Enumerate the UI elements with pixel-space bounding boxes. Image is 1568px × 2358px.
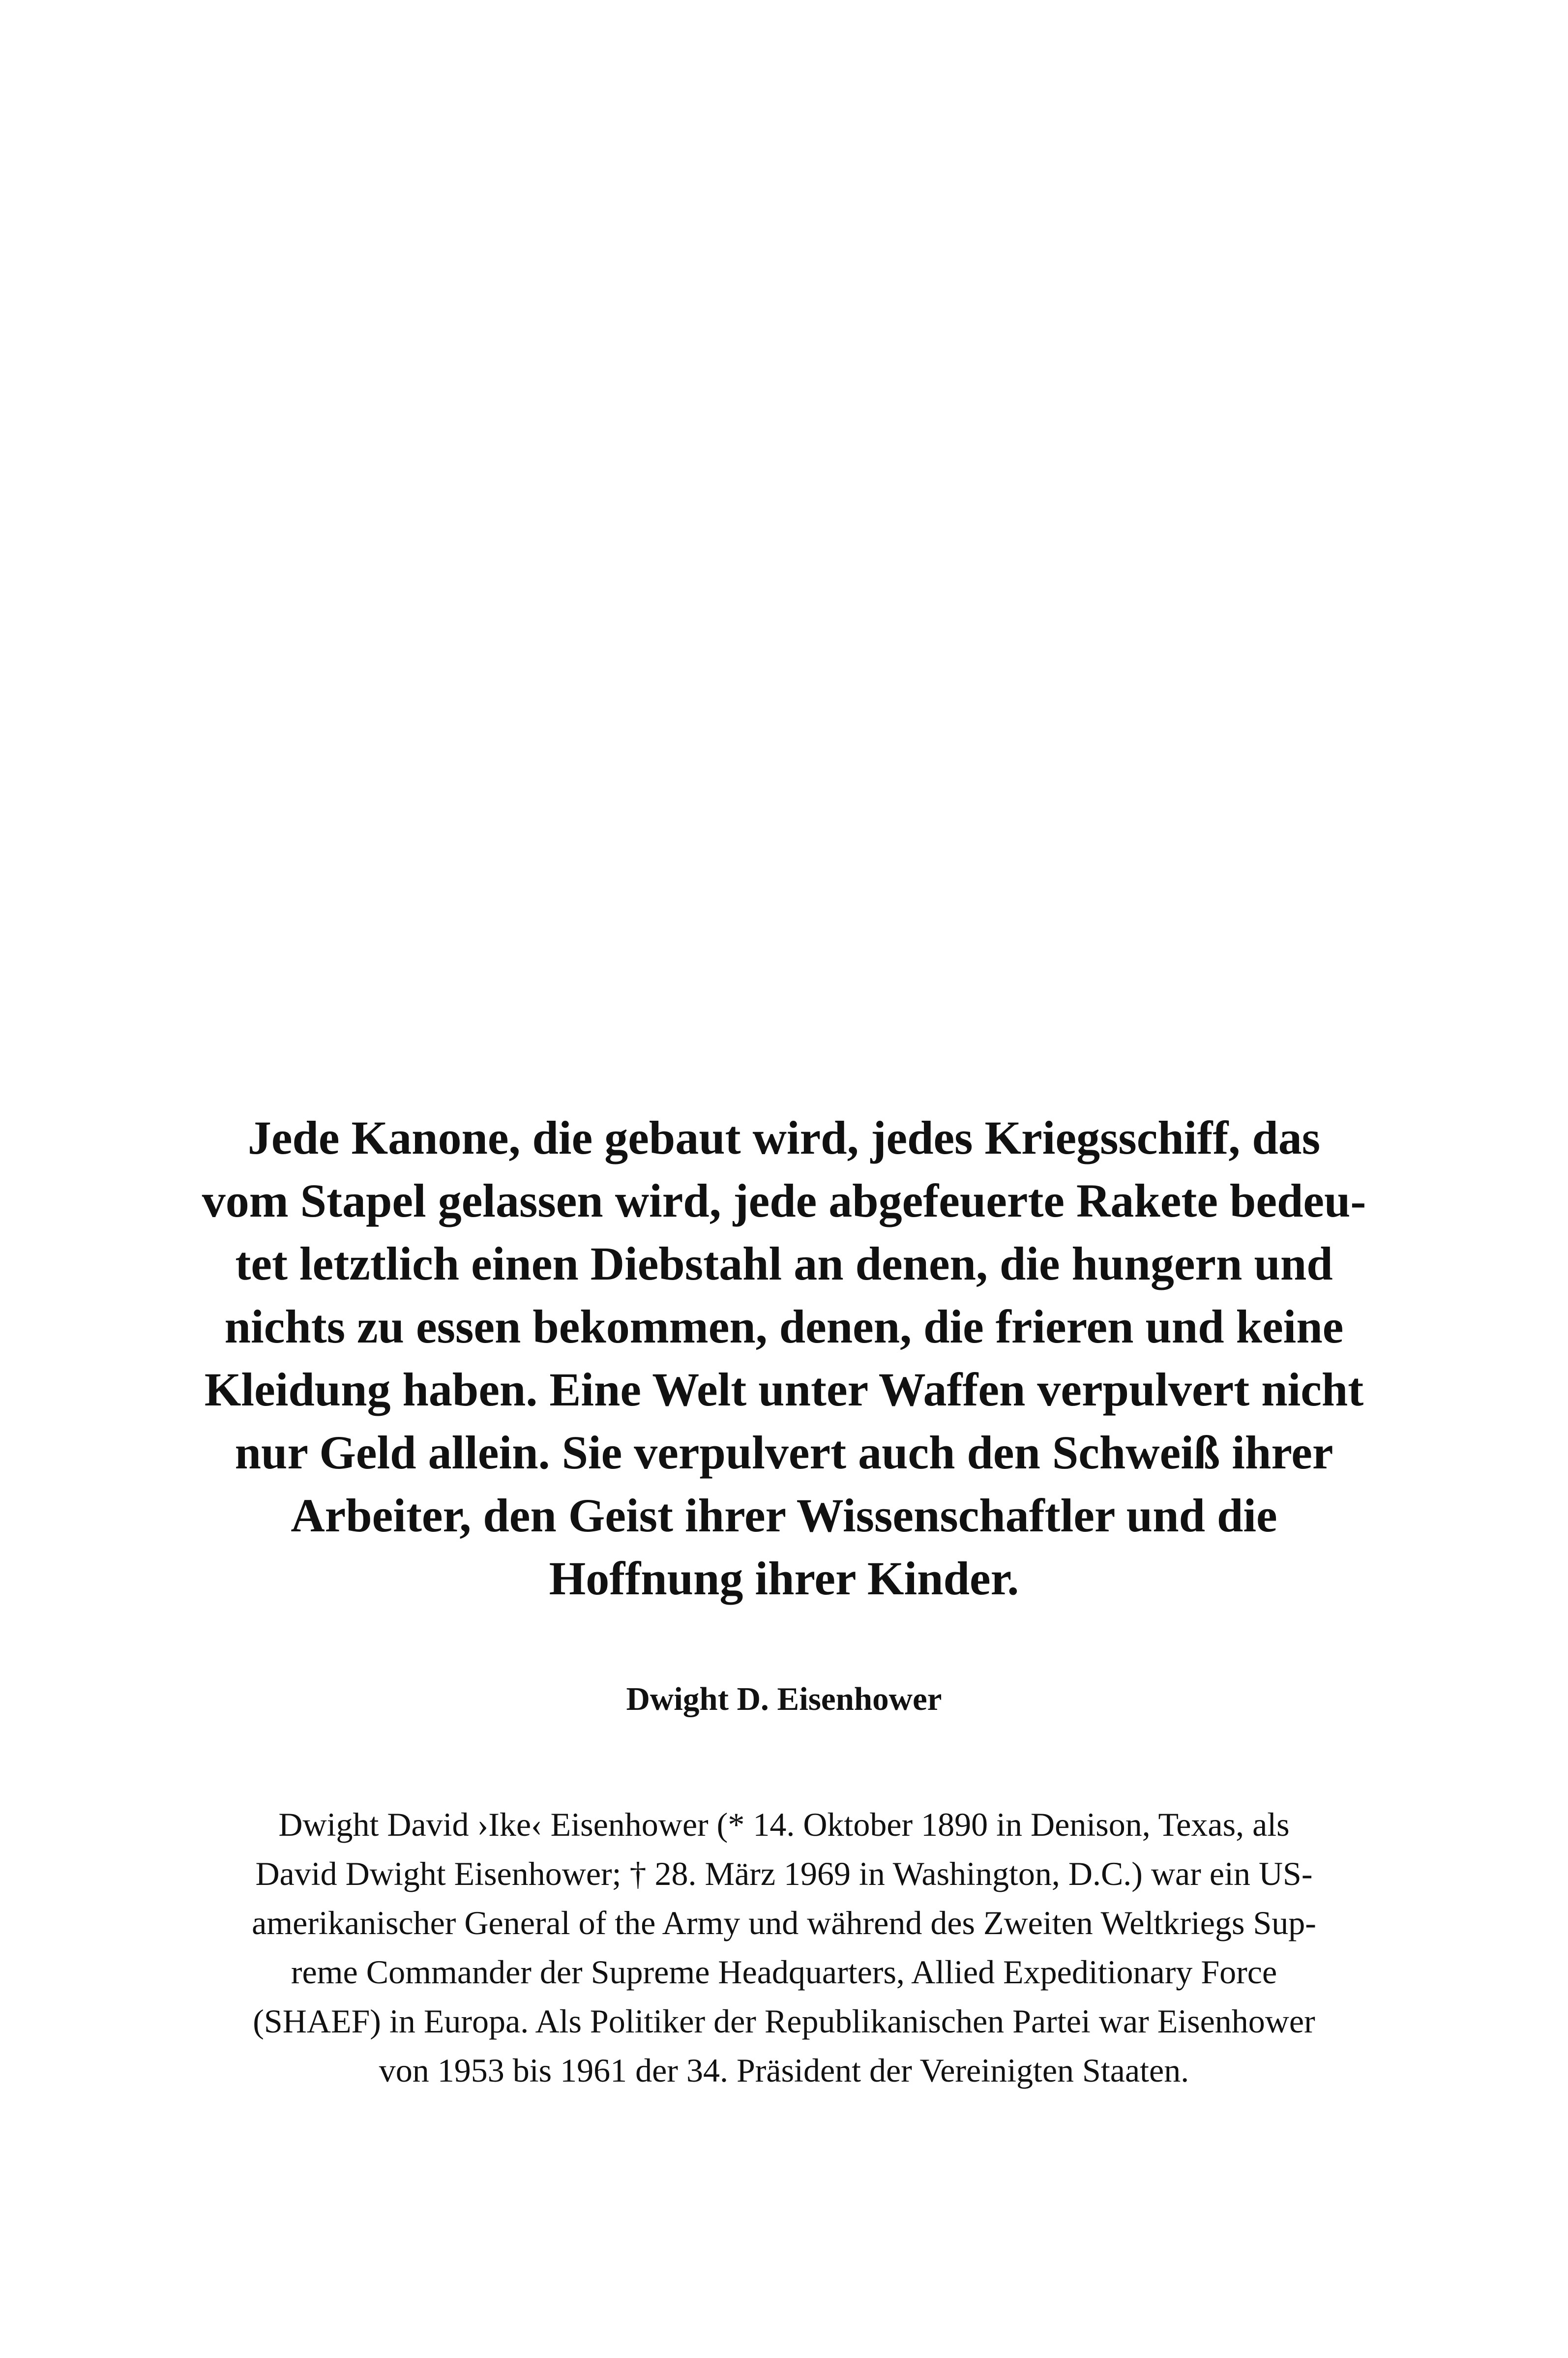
quote-line: Jede Kanone, die gebaut wird, jedes Kriegsschiff, das (247, 1111, 1321, 1164)
quote-line: nur Geld allein. Sie verpulvert auch den Schweiß ihrer (235, 1426, 1333, 1479)
quote (148, 1106, 1420, 1610)
biography-line: (SHAEF) in Europa. Als Politiker der Republikanischen Partei war Eisenhower (253, 2002, 1315, 2040)
quote-line: Arbeiter, den Geist ihrer Wissenschaftler und die (291, 1489, 1277, 1542)
quote-line: nichts zu essen bekommen, denen, die frieren und keine (224, 1300, 1344, 1353)
biography-line: Dwight David ›Ike‹ Eisenhower (* 14. Oktober 1890 in Denison, Texas, als (278, 1806, 1290, 1843)
quote-line: Hoffnung ihrer Kinder. (549, 1552, 1019, 1605)
quote-author: Dwight D. Eisenhower (626, 1681, 942, 1717)
biography-line: reme Commander der Supreme Headquarters, Allied Expeditionary Force (291, 1953, 1277, 1991)
quote-line: tet letztlich einen Diebstahl an denen, die hungern und (235, 1237, 1333, 1290)
biography-line: von 1953 bis 1961 der 34. Präsident der Vereinigten Staaten. (379, 2052, 1189, 2089)
biography-line: amerikanischer General of the Army und während des Zweiten Weltkriegs Sup- (252, 1904, 1316, 1941)
author-biography (148, 1800, 1420, 2095)
quote-line: Kleidung haben. Eine Welt unter Waffen verpulvert nicht (204, 1363, 1364, 1416)
biography-line: David Dwight Eisenhower; † 28. März 1969 in Washington, D.C.) war ein US- (255, 1855, 1313, 1892)
quote-line: vom Stapel gelassen wird, jede abgefeuerte Rakete bedeu- (202, 1174, 1366, 1227)
